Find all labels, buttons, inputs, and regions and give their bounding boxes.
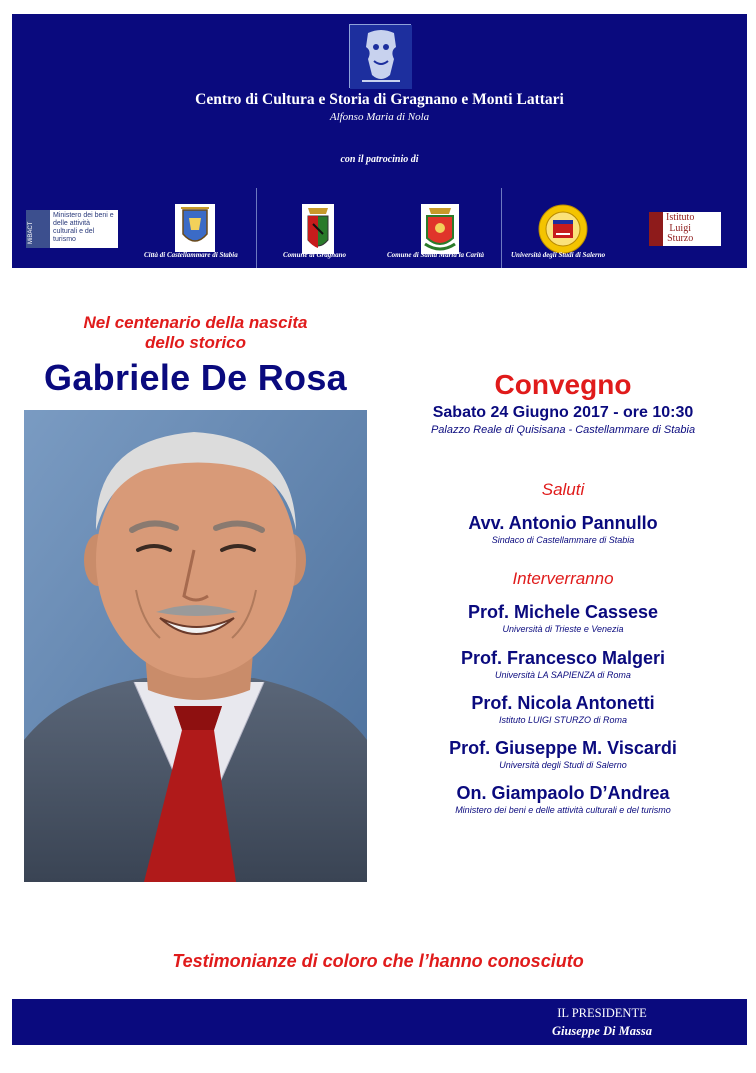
president-name: Giuseppe Di Massa [551, 1024, 652, 1038]
patronage-label: con il patrocinio di [340, 154, 419, 165]
speaker-name: On. Giampaolo D’Andrea [456, 783, 670, 803]
caption-santa-maria: Comune di Santa Maria la Carità [387, 251, 485, 259]
caption-university-salerno: Università degli Studi di Salerno [511, 251, 606, 259]
ministry-acronym: MiBACT [28, 221, 34, 244]
sturzo-line-3: Sturzo [667, 233, 694, 244]
centenary-line-1: Nel centenario della nascita [83, 313, 308, 332]
speaker-name: Prof. Giuseppe M. Viscardi [449, 738, 677, 758]
greetings-label: Saluti [541, 480, 585, 499]
gragnano-crest-icon [302, 204, 334, 254]
portrait-photo [24, 410, 367, 882]
divider [256, 188, 257, 268]
greeting-speaker-role: Sindaco di Castellammare di Stabia [491, 535, 635, 545]
ministry-logo-text: Ministero dei beni e delle attività culturali e del turismo [53, 212, 114, 243]
speaker-role: Università di Trieste e Venezia [502, 624, 624, 634]
centro-cultura-logo-icon [349, 24, 411, 88]
divider [501, 188, 502, 268]
organizer-title: Centro di Cultura e Storia di Gragnano e Monti Lattari [195, 91, 564, 108]
speaker-role: Università degli Studi di Salerno [499, 760, 627, 770]
greeting-speaker-name: Avv. Antonio Pannullo [468, 513, 658, 533]
speakers-label: Interverranno [512, 569, 614, 588]
santa-maria-crest-icon [421, 204, 459, 254]
sturzo-institute-logo [649, 212, 721, 246]
event-venue: Palazzo Reale di Quisisana - Castellammare di Stabia [430, 424, 696, 436]
university-salerno-seal-icon [538, 204, 588, 254]
honoree-name: Gabriele De Rosa [44, 357, 347, 398]
patron-logos-row [12, 188, 747, 268]
sturzo-logo-block [649, 212, 663, 246]
event-title: Convegno [494, 369, 632, 400]
centenary-line-2: dello storico [144, 333, 247, 352]
caption-gragnano: Comune di Gragnano [283, 251, 347, 259]
organizer-subtitle: Alfonso Maria di Nola [329, 111, 430, 123]
sturzo-line-2: Luigi [669, 222, 691, 234]
testimonies-line: Testimonianze di coloro che l’hanno conosciuto [172, 951, 584, 971]
sturzo-line-1: Istituto [666, 212, 695, 223]
speaker-name: Prof. Nicola Antonetti [471, 693, 655, 713]
speaker-name: Prof. Michele Cassese [467, 602, 659, 622]
caption-castellammare: Città di Castellammare di Stabia [144, 251, 238, 259]
event-datetime: Sabato 24 Giugno 2017 - ore 10:30 [432, 404, 694, 421]
speaker-role: Università LA SAPIENZA di Roma [495, 670, 631, 680]
castellammare-crest-icon [175, 204, 215, 252]
speaker-role: Ministero dei beni e delle attività culturali e del turismo [455, 805, 671, 815]
speaker-name: Prof. Francesco Malgeri [460, 648, 666, 668]
president-title: IL PRESIDENTE [557, 1006, 647, 1020]
sturzo-logo-text [666, 213, 694, 245]
header-banner [12, 14, 747, 268]
speaker-role: Istituto LUIGI STURZO di Roma [498, 715, 628, 725]
ministry-logo [26, 210, 118, 248]
footer-banner [12, 999, 747, 1045]
